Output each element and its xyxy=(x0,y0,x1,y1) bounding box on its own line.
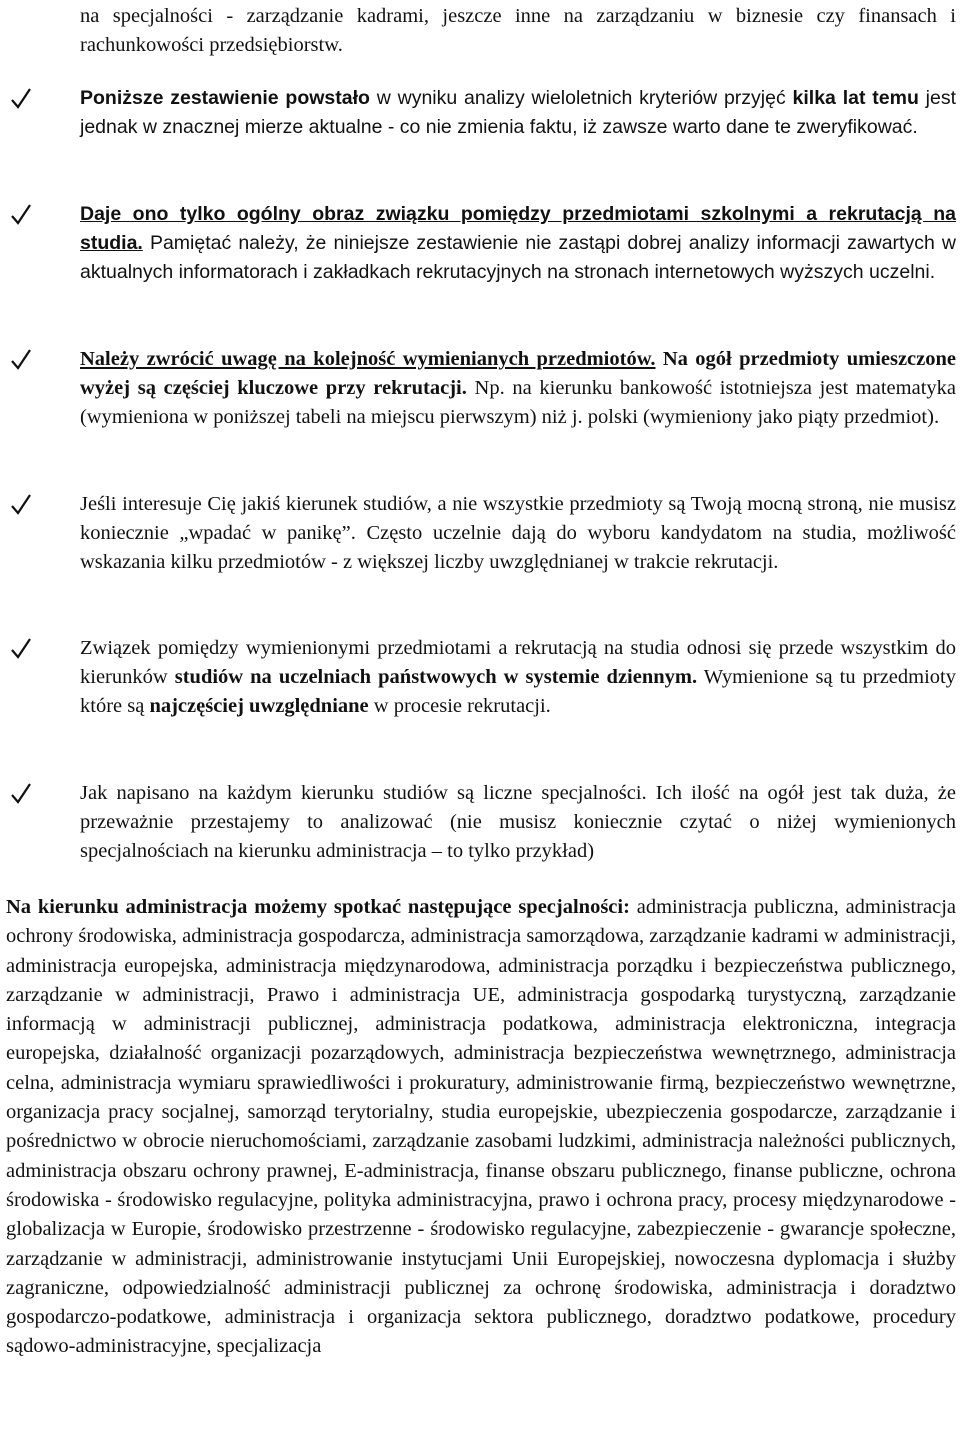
bullet-5-text-a: Związek pomiędzy wymienionymi przedmiotami a rekrutacją na studia odnosi się przede wszystkim do kierunków xyxy=(80,637,956,688)
bullet-item-4 xyxy=(80,490,956,577)
bullet-3-bold-underlined: Należy zwrócić uwagę na kolejność wymienianych przedmiotów. xyxy=(80,348,656,370)
checkmark-icon xyxy=(10,779,32,808)
bullet-item-3 xyxy=(80,345,956,432)
bullet-4-text: Jeśli interesuje Cię jakiś kierunek studiów, a nie wszystkie przedmioty są Twoją mocną stroną, nie musisz koniecznie „wpadać w panikę”. Często uczelnie dają do wyboru kandydatom na studia, możliwość wskazania kilku przedmiotów - z większej liczby uwzględnianej w trakcie rekrutacji. xyxy=(80,493,956,573)
bullet-1-text-b: jest jednak w znacznej mierze aktualne - co nie zmienia faktu, iż zawsze warto dane te zweryfikować. xyxy=(80,87,957,138)
specializations-heading: Na kierunku administracja możemy spotkać następujące specjalności: xyxy=(6,896,630,918)
bullet-5-bold-a: studiów na uczelniach państwowych w systemie dziennym. xyxy=(174,666,698,688)
bullet-6-text: Jak napisano na każdym kierunku studiów są liczne specjalności. Ich ilość na ogół jest tak duża, że przeważnie przestajemy to analizować (nie musisz koniecznie czytać o niżej wymienionych specjalnościach na kierunku administracja – to tylko przykład) xyxy=(80,782,956,862)
bullet-1-bold-mid: kilka lat temu xyxy=(792,87,919,109)
checkmark-icon xyxy=(10,200,32,229)
bullet-1-bold-lead: Poniższe zestawienie powstało xyxy=(80,87,370,109)
bullet-2-text: Pamiętać należy, że niniejsze zestawienie nie zastąpi dobrej analizy informacji zawartych w aktualnych informatorach i zakładkach rekrutacyjnych na stronach internetowych wyższych uczelni. xyxy=(80,232,956,283)
checkmark-icon xyxy=(10,490,32,519)
bullet-item-5 xyxy=(80,634,956,721)
bullet-5-bold-b: najczęściej uwzględniane xyxy=(149,695,369,717)
checkmark-icon xyxy=(10,634,32,663)
checkmark-icon xyxy=(10,345,32,374)
bullet-item-2 xyxy=(80,200,956,287)
bullet-item-1 xyxy=(80,84,956,142)
bullet-2-bold-underlined: Daje ono tylko ogólny obraz związku pomiędzy przedmiotami szkolnymi a rekrutacją na studia. xyxy=(80,203,956,254)
bullet-3-bold: Na ogół przedmioty umieszczone wyżej są częściej kluczowe przy rekrutacji. xyxy=(80,348,957,399)
bullet-5-text-c: w procesie rekrutacji. xyxy=(368,695,551,717)
checkmark-icon xyxy=(10,84,32,113)
bullet-item-6 xyxy=(80,779,956,866)
bullet-5-text-b: Wymienione są tu przedmioty które są xyxy=(80,666,956,717)
specializations-paragraph xyxy=(6,893,956,1362)
intro-paragraph xyxy=(80,2,956,60)
intro-text: na specjalności - zarządzanie kadrami, jeszcze inne na zarządzaniu w biznesie czy finansach i rachunkowości przedsiębiorstw. xyxy=(80,5,956,56)
bullet-3-text: Np. na kierunku bankowość istotniejsza jest matematyka (wymieniona w poniższej tabeli na miejscu pierwszym) niż j. polski (wymieniony jako piąty przedmiot). xyxy=(80,377,956,428)
specializations-list: administracja publiczna, administracja ochrony środowiska, administracja gospodarcza, administracja samorządowa, zarządzanie kadrami w administracji, administracja europejska, administracja międzynarodowa, administracja porządku i bezpieczeństwa publicznego, zarządzanie w administracji, Prawo i administracja UE, administracja gospodarką turystyczną, zarządzanie informacją w administracji publicznej, administracja podatkowa, administracja elektroniczna, integracja europejska, działalność organizacji pozarządowych, administracja bezpieczeństwa wewnętrznego, administracja celna, administracja wymiaru sprawiedliwości i prokuratury, administrowanie firmą, bezpieczeństwo wewnętrzne, organizacja pracy socjalnej, samorząd terytorialny, studia europejskie, ubezpieczenia gospodarcze, zarządzanie i pośrednictwo w obrocie nieruchomościami, zarządzanie zasobami ludzkimi, administracja należności publicznych, administracja obszaru ochrony prawnej, E-administracja, finanse obszaru publicznego, finanse publiczne, ochrona środowiska - środowisko regulacyjne, polityka administracyjna, prawo i ochrona pracy, procesy międzynarodowe - globalizacja w Europie, środowisko przestrzenne - środowisko regulacyjne, zabezpieczenie - gwarancje społeczne, zarządzanie w administracji, administrowanie instytucjami Unii Europejskiej, nowoczesna dyplomacja i służby zagraniczne, odpowiedzialność administracji publicznej za ochronę środowiska, administracja i doradztwo gospodarczo-podatkowe, administracja i organizacja sektora publicznego, doradztwo podatkowe, procedury sądowo-administracyjne, specjalizacja xyxy=(6,896,957,1358)
bullet-1-text-a: w wyniku analizy wieloletnich kryteriów przyjęć xyxy=(369,87,793,109)
